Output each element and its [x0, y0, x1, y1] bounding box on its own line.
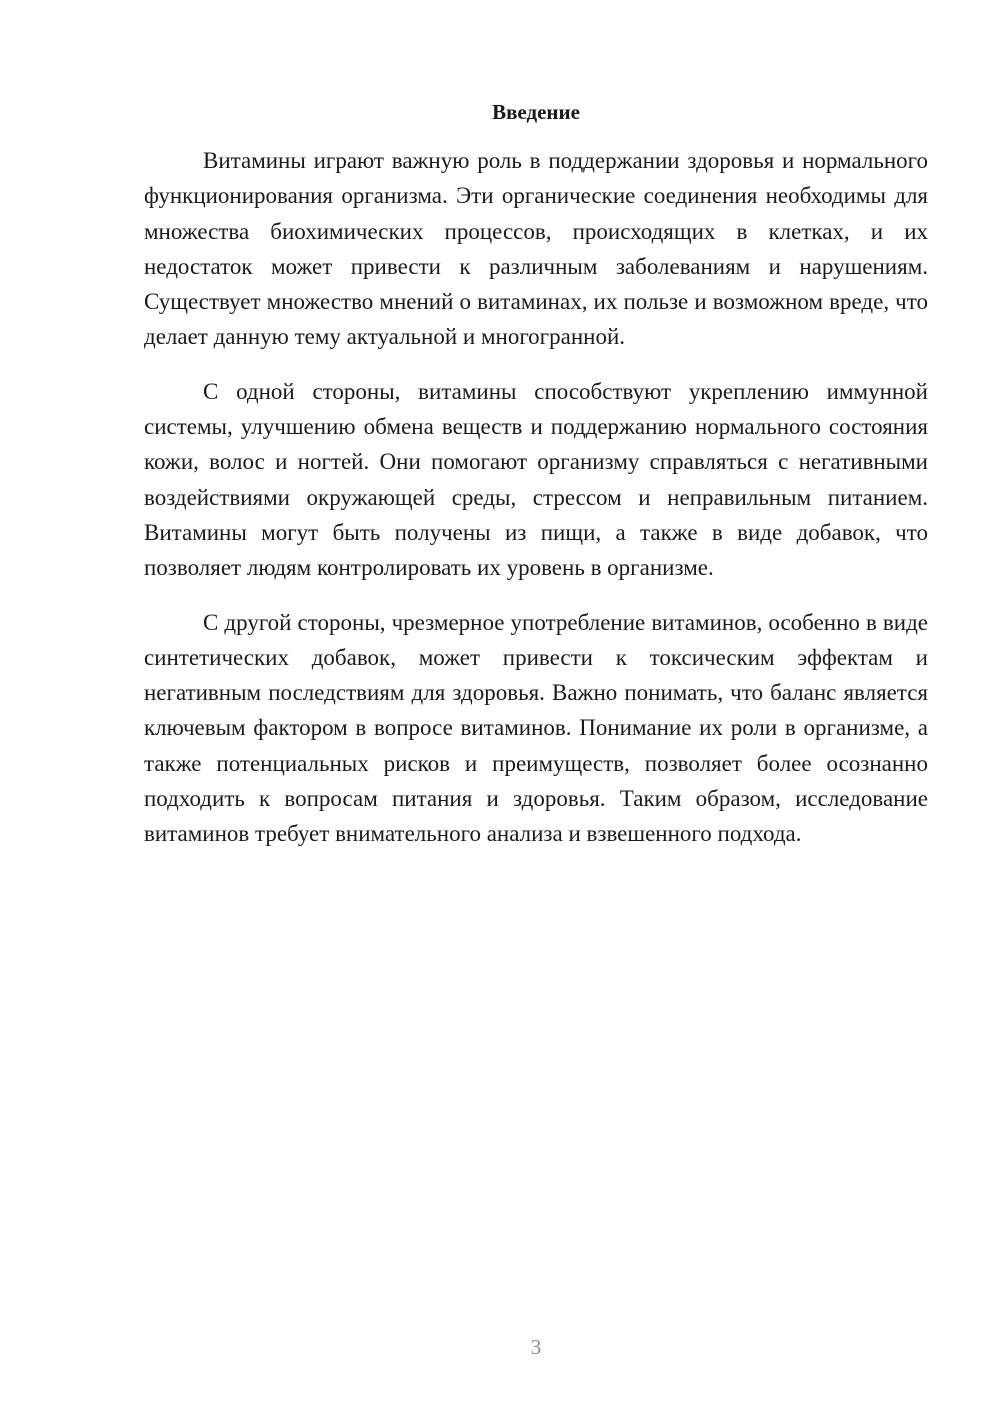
page-number: 3	[530, 1335, 542, 1359]
paragraph-2: С одной стороны, витамины способствуют укреплению иммунной системы, улучшению обмена веществ и поддержанию нормального состояния кожи, волос и ногтей. Они помогают организму справляться с негативными воздействиями окружающей среды, стрессом и неправильным питанием. Витамины могут быть получены из пищи, а также в виде добавок, что позволяет людям контролировать их уровень в организме.	[144, 378, 928, 581]
body-text	[144, 143, 928, 871]
paragraph-3: С другой стороны, чрезмерное употребление витаминов, особенно в виде синтетических добавок, может привести к токсическим эффектам и негативным последствиям для здоровья. Важно понимать, что баланс является ключевым фактором в вопросе витаминов. Понимание их роли в организме, а также потенциальных рисков и преимуществ, позволяет более осознанно подходить к вопросам питания и здоровья. Таким образом, исследование витаминов требует внимательного анализа и взвешенного подхода.	[144, 609, 928, 847]
section-heading: Введение	[492, 100, 580, 124]
paragraph-1: Витамины играют важную роль в поддержании здоровья и нормального функционирования организма. Эти органические соединения необходимы для множества биохимических процессов, происходящих в клетках, и их недостаток может привести к различным заболеваниям и нарушениям. Существует множество мнений о витаминах, их пользе и возможном вреде, что делает данную тему актуальной и многогранной.	[144, 148, 928, 350]
